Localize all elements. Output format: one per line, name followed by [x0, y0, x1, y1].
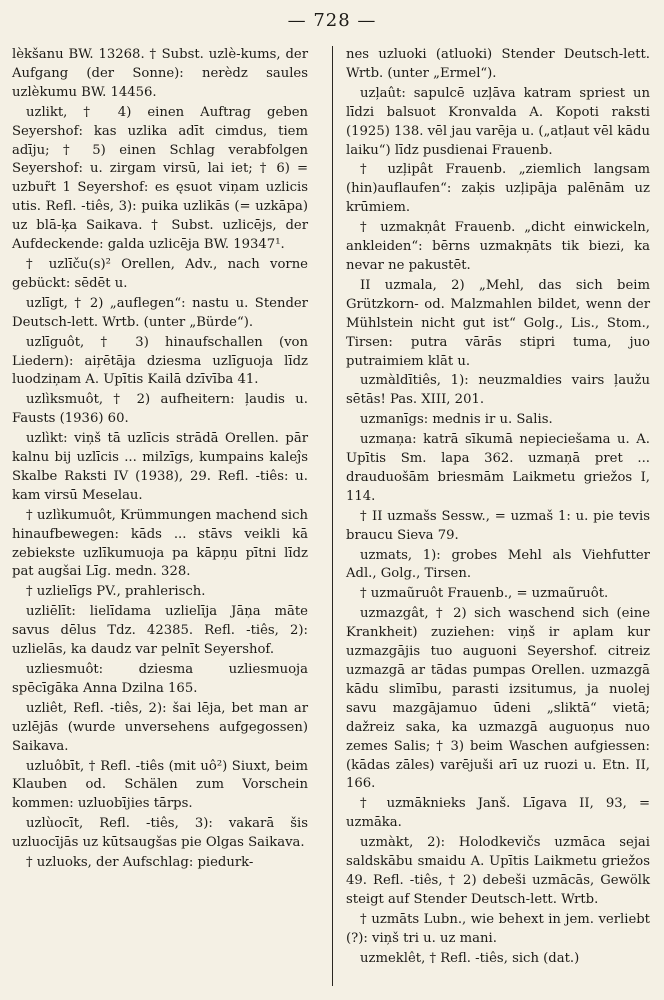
dictionary-entry: uzmeklêt, † Refl. -tiês, sich (dat.) — [360, 950, 580, 966]
dictionary-entry: uzluôbīt, † Refl. -tiês (mit uô²) Siuxt, beim Klauben od. Schälen zum Vorschein kommen: uzluobījies tārps. — [12, 758, 308, 812]
dictionary-entry: uzmaņa: katrā sīkumā nepieciešama u. A. Upītis Sm. lapa 362. uzmaņā pret ... drauduošām briesmām Laikmetu griežos I, 114. — [346, 432, 650, 504]
dictionary-entry: uzlìksmuôt, † 2) aufheitern: ļaudis u. Fausts (1936) 60. — [12, 392, 308, 427]
dictionary-entry: uzmàldītiês, 1): neuzmaldies vairs ļaužu sētās! Pas. XIII, 201. — [346, 373, 650, 408]
dictionary-entry: † II uzmašs Sessw., = uzmaš 1: u. pie tevis braucu Sieva 79. — [346, 508, 650, 543]
dictionary-entry: uzliêt, Refl. -tiês, 2): šai lēja, bet man ar uzlējās (wurde unversehens aufgegossen) Saikava. — [12, 700, 308, 754]
dictionary-entry: nes uzluoki (atluoki) Stender Deutsch-lett. Wrtb. (unter „Ermel“). — [346, 47, 650, 81]
dictionary-entry: † uzmaũruôt Frauenb., = uzmaũruôt. — [360, 586, 609, 602]
dictionary-entry: uzļaût: sapulcē uzļāva katram spriest un līdzi balsuot Kronvalda A. Kopoti raksti (1925) 138. vēl jau varēja u. („atļaut vēl kādu laiku“) līdz pusdienai Frauenb. — [346, 85, 650, 158]
dictionary-entry: † uzmāts Lubn., wie behext in jem. verliebt (?): viņš tri u. uz mani. — [346, 911, 650, 946]
dictionary-entry: uzmanīgs: mednis ir u. Salis. — [360, 412, 553, 428]
dictionary-entry: † uzļipât Frauenb. „ziemlich langsam (hin)auflaufen“: zaķis uzļipāja palēnām uz krūmiem. — [346, 162, 650, 216]
dictionary-entry: II uzmala, 2) „Mehl, das sich beim Grützkorn- od. Malzmahlen bildet, wenn der Mühlstein nicht gut ist“ Golg., Lis., Stom., Tirsen: putra vārās stipri tuma, juo putraimiem klāt u. — [346, 277, 650, 369]
dictionary-entry: uzmàkt, 2): Holodkevičs uzmāca sejai saldskābu smaidu A. Upītis Laikmetu griežos 49. Refl. -tiês, † 2) debeši uzmācās, Gewölk steigt auf Stender Deutsch-lett. Wrtb. — [346, 835, 650, 907]
dictionary-entry: uzliesmuôt: dziesma uzliesmuoja spēcīgāka Anna Dzilna 165. — [12, 662, 308, 696]
dictionary-entry: uzmats, 1): grobes Mehl als Viehfutter Adl., Golg., Tirsen. — [346, 547, 650, 582]
dictionary-entry: † uzlìkumuôt, Krümmungen machend sich hinaufbewegen: kāds ... stāvs veikli kā zebiekste uzlīkumuoja pa kāpņu pītni līdz pat augšai Līg. medn. 328. — [12, 507, 308, 580]
dictionary-entry: † uzmāknieks Janš. Līgava II, 93, = uzmāka. — [346, 796, 650, 831]
dictionary-entry: uzlikt, † 4) einen Auftrag geben Seyershof: kas uzlika adīt cimdus, tiem adīju; † 5) einen Schlag verabfolgen Seyershof: u. zirgam virsū, lai iet; † 6) = uzbur̃t 1 Seyershof: es ęsuot viņam uzlicis utis. Refl. -tiês, 3): puika uzlikās (= uzkāpa) uz blā-ķa Saikava. † Subst. uzlicējs, der Aufdeckende: galda uzlicēja BW. 19347¹. — [12, 104, 308, 253]
left-column — [12, 46, 308, 874]
dictionary-entry: uzlìkt: viņš tā uzlīcis strādā Orellen. pār kalnu bij uzlīcis ... milzīgs, kumpains kaleĵs Skalbe Raksti IV (1938), 29. Refl. -tiês: u. kam virsū Meselau. — [12, 431, 308, 503]
dictionary-entry: † uzlielīgs PV., prahlerisch. — [26, 584, 206, 600]
dictionary-entry: uzliēlīt: lielīdama uzlielīja Jāņa māte savus dēlus Tdz. 42385. Refl. -tiês, 2): uzlielās, ka daudz var pelnīt Seyershof. — [12, 604, 308, 658]
dictionary-entry: † uzlīču(s)² Orellen, Adv., nach vorne gebückt: sēdēt u. — [12, 256, 308, 291]
dictionary-entry: uzmazgât, † 2) sich waschend sich (eine Krankheit) zuziehen: viņš ir aplam kur uzmazgājis tuo auguoni Seyershof. citreiz uzmazgā ar tādas pumpas Orellen. uzmazgā kādu slimību, parasti izsitumus, ja nuolej savu mazgājamuo ūdeni „sliktā“ vietā; dažreiz saka, ka uzmazgā auguoņus nuo zemes Salis; † 3) beim Waschen aufgiessen: (kādas zāles) varējuši arī uz ruozi u. Etn. II, 166. — [346, 606, 650, 792]
page-number: — 728 — — [287, 10, 377, 31]
dictionary-entry: uzlīguôt, † 3) hinaufschallen (von Liedern): aiŗētāja dziesma uzlīguoja līdz luodziņam A. Upītis Kailā dzīvība 41. — [12, 334, 308, 388]
dictionary-entry: uzlùocīt, Refl. -tiês, 3): vakarā šis uzluocījās uz kūtsaugšas pie Olgas Saikava. — [12, 816, 308, 851]
dictionary-entry: lèkšanu BW. 13268. † Subst. uzlè-kums, der Aufgang (der Sonne): nerèdz saules uzlèkumu BW. 14456. — [12, 47, 308, 100]
dictionary-entry: † uzmakņât Frauenb. „dicht einwickeln, ankleiden“: bērns uzmakņāts tik biezi, ka nevar ne pakustēt. — [346, 220, 650, 273]
column-divider — [332, 46, 333, 986]
dictionary-entry: † uzluoks, der Aufschlag: piedurk- — [26, 855, 254, 871]
right-column — [346, 46, 650, 970]
dictionary-entry: uzlīgt, † 2) „auflegen“: nastu u. Stender Deutsch-lett. Wrtb. (unter „Bürde“). — [12, 295, 308, 330]
